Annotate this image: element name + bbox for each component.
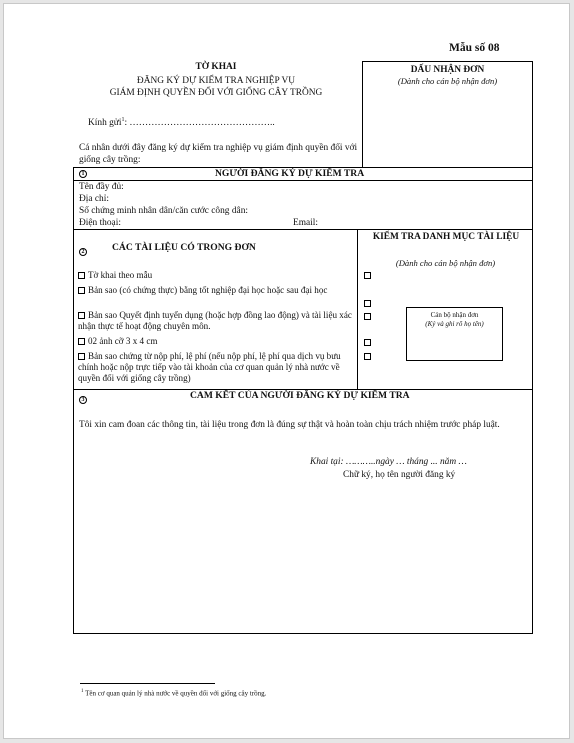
footnote-text: Tên cơ quan quản lý nhà nước về quyền đối với giống cây trồng. <box>85 689 267 698</box>
form-subtitle-line1: ĐĂNG KÝ DỰ KIỂM TRA NGHIỆP VỤ <box>136 76 296 86</box>
section2-top-divider <box>73 229 533 230</box>
footnote-separator <box>80 683 215 684</box>
document-item-3: Bản sao Quyết định tuyển dụng (hoặc hợp đồng lao động) và tài liệu xác nhận thực tế hoạt động chuyên môn. <box>78 310 352 332</box>
phone-field[interactable]: Điện thoại: <box>79 218 121 228</box>
recipient-label: Kính gửi <box>88 118 122 129</box>
id-number-field[interactable]: Số chứng minh nhân dân/căn cước công dân: <box>79 206 248 216</box>
section1-title: NGƯỜI ĐĂNG KÝ DỰ KIỂM TRA <box>215 168 365 179</box>
footnote <box>81 687 266 698</box>
verify-checkbox-3[interactable] <box>364 313 371 320</box>
email-field[interactable]: Email: <box>293 218 318 228</box>
officer-note: (Ký và ghi rõ họ tên) <box>425 320 484 328</box>
recipient-line <box>88 114 275 129</box>
footnote-ref: 1 <box>121 117 125 123</box>
recipient-dots: : ……………………………………….. <box>124 118 275 129</box>
section1-number: 1 <box>79 168 87 180</box>
document-item-2: Bản sao (có chứng thực) bằng tốt nghiệp đại học hoặc sau đại học <box>78 285 360 296</box>
place-date-line[interactable]: Khai tại: ………..ngày … tháng ... năm … <box>310 457 467 467</box>
intro-text: Cá nhân dưới đây đăng ký dự kiểm tra nghiệp vụ giám định quyền đối với giống cây trồng: <box>79 143 358 165</box>
document-item-4: 02 ảnh cỡ 3 x 4 cm <box>78 336 360 347</box>
form-number: Mẫu số 08 <box>449 42 500 54</box>
section2-number: 2 <box>79 243 87 261</box>
stamp-box-title: DẤU NHẬN ĐƠN <box>410 65 485 75</box>
item4-checkbox[interactable] <box>78 338 85 345</box>
verify-checkbox-4[interactable] <box>364 339 371 346</box>
form-title: TỜ KHAI <box>195 62 237 72</box>
item3-checkbox[interactable] <box>78 312 85 319</box>
stamp-box-note: (Dành cho cán bộ nhận đơn) <box>397 76 498 86</box>
checklist-box-title: KIỂM TRA DANH MỤC TÀI LIỆU <box>372 232 520 242</box>
signature-label: Chữ ký, họ tên người đăng ký <box>343 470 456 480</box>
full-name-field[interactable]: Tên đầy đủ: <box>79 182 124 192</box>
document-item-5: Bản sao chứng từ nộp phí, lệ phí (nếu nộp phí, lệ phí qua dịch vụ bưu chính hoặc nộp trực tiếp vào tài khoản của cơ quan quản lý nhà nước về quyền đối với giống cây trồng) <box>78 351 341 384</box>
section3-number: 3 <box>79 391 87 409</box>
form-subtitle-line2: GIÁM ĐỊNH QUYỀN ĐỐI VỚI GIỐNG CÂY TRỒNG <box>109 88 323 98</box>
item1-checkbox[interactable] <box>78 272 85 279</box>
checklist-box-note: (Dành cho cán bộ nhận đơn) <box>395 258 496 268</box>
officer-label: Cán bộ nhận đơn <box>430 311 479 319</box>
verify-checkbox-1[interactable] <box>364 272 371 279</box>
verify-checkbox-2[interactable] <box>364 300 371 307</box>
section2-title: CÁC TÀI LIỆU CÓ TRONG ĐƠN <box>112 242 256 253</box>
commitment-statement: Tôi xin cam đoan các thông tin, tài liệu trong đơn là đúng sự thật và hoàn toàn chịu trách nhiệm trước pháp luật. <box>79 420 500 430</box>
footnote-mark: 1 <box>81 689 84 694</box>
section3-title: CAM KẾT CỦA NGƯỜI ĐĂNG KÝ DỰ KIỂM TRA <box>190 390 410 401</box>
verify-checkbox-5[interactable] <box>364 353 371 360</box>
section1-divider <box>73 180 533 181</box>
address-field[interactable]: Địa chỉ: <box>79 194 109 204</box>
document-item-1: Tờ khai theo mẫu <box>78 270 360 281</box>
item2-checkbox[interactable] <box>78 287 85 294</box>
item5-checkbox[interactable] <box>78 353 85 360</box>
